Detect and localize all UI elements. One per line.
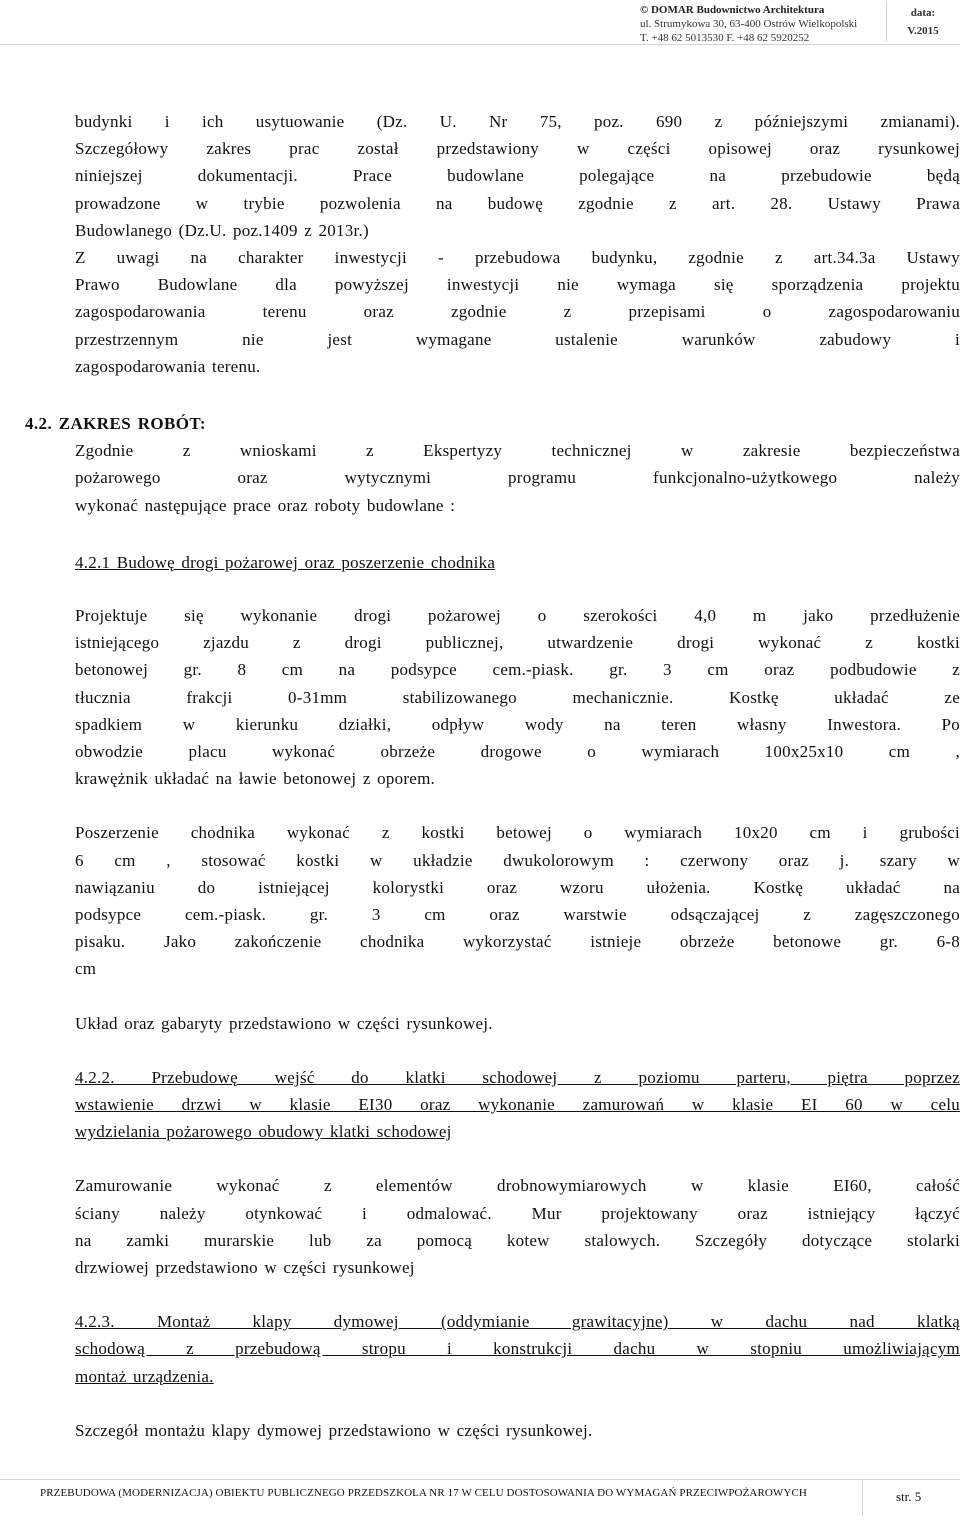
text-line: budynki i ich usytuowanie (Dz. U. Nr 75, poz. 690 z późniejszymi zmianami). [75, 112, 960, 131]
text-line: drzwiowej przedstawiono w części rysunkowej [75, 1258, 415, 1278]
heading-line: wydzielania pożarowego obudowy klatki schodowej [75, 1122, 452, 1142]
text-line: Poszerzenie chodnika wykonać z kostki betowej o wymiarach 10x20 cm i grubości [75, 823, 960, 843]
heading-line: schodową z przebudową stropu i konstrukcji dachu w stopniu umożliwiającym [75, 1339, 960, 1359]
subsection-heading-4-2-3 [75, 1308, 960, 1390]
paragraph-smoke-vent-note: Szczegół montażu klapy dymowej przedstawiono w części rysunkowej. [75, 1420, 593, 1440]
text-line: Projektuje się wykonanie drogi pożarowej o szerokości 4,0 m jako przedłużenie [75, 606, 960, 626]
header-rule [0, 44, 960, 45]
footer-title: PRZEBUDOWA (MODERNIZACJA) OBIEKTU PUBLICZNEGO PRZEDSZKOLA NR 17 W CELU DOSTOSOWANIA DO WYMAGAŃ PRZECIWPOŻAROWYCH [40, 1487, 807, 1499]
text-line: zagospodarowania terenu. [75, 356, 261, 376]
text-line: Z uwagi na charakter inwestycji - przebudowa budynku, zgodnie z art.34.3a Ustawy [75, 248, 960, 268]
footer-rule [0, 1479, 960, 1480]
subsection-heading-4-2-2 [75, 1064, 960, 1146]
text-line: krawężnik układać na ławie betonowej z oporem. [75, 769, 436, 789]
footer-divider [862, 1480, 863, 1516]
paragraph-layout-note: Układ oraz gabaryty przedstawiono w części rysunkowej. [75, 1013, 493, 1033]
text-line: Zamurowanie wykonać z elementów drobnowymiarowych w klasie EI60, całość [75, 1176, 960, 1196]
company-address: ul. Strumykowa 30, 63-400 Ostrów Wielkopolski [640, 18, 858, 30]
text-line: Zgodnie z wnioskami z Ekspertyzy technicznej w zakresie bezpieczeństwa [75, 441, 960, 461]
text-line: przestrzennym nie jest wymagane ustalenie warunków zabudowy i [75, 329, 960, 349]
text-line: Szczegółowy zakres prac został przedstawiony w części opisowej oraz rysunkowej [75, 139, 960, 159]
heading-line: 4.2.3. Montaż klapy dymowej (oddymianie grawitacyjne) w dachu nad klatką [75, 1312, 960, 1332]
text-line: nawiązaniu do istniejącej kolorystki oraz wzoru ułożenia. Kostkę układać na [75, 877, 960, 897]
text-line: tłucznia frakcji 0-31mm stabilizowanego mechanicznie. Kostkę układać ze [75, 687, 960, 707]
date-value: V.2015 [907, 25, 939, 37]
text-line: wykonać następujące prace oraz roboty budowlane : [75, 495, 456, 515]
company-phones: T. +48 62 5013530 F. +48 62 5920252 [640, 32, 810, 44]
document-body [75, 108, 960, 380]
text-line: na zamki murarskie lub za pomocą kotew stalowych. Szczegóły dotyczące stolarki [75, 1230, 960, 1250]
date-box [892, 4, 954, 40]
paragraph-sidewalk [75, 819, 960, 982]
text-line: Prawo Budowlane dla powyższej inwestycji nie wymaga się sporządzenia projektu [75, 275, 960, 295]
text-line: ściany należy otynkować i odmalować. Mur projektowany oraz istniejący łączyć [75, 1203, 960, 1223]
company-info [640, 3, 880, 45]
text-line: 6 cm , stosować kostki w układzie dwukolorowym : czerwony oraz j. szary w [75, 850, 960, 870]
text-line: obwodzie placu wykonać obrzeże drogowe o wymiarach 100x25x10 cm , [75, 742, 960, 762]
section-4-2 [25, 410, 960, 1444]
paragraph-investment-type [75, 244, 960, 380]
text-line: niniejszej dokumentacji. Prace budowlane polegające na przebudowie będą [75, 166, 960, 186]
text-line: pisaku. Jako zakończenie chodnika wykorzystać istnieje obrzeże betonowe gr. 6-8 [75, 932, 960, 952]
text-line: zagospodarowania terenu oraz zgodnie z przepisami o zagospodarowaniu [75, 302, 960, 322]
text-line: pożarowego oraz wytycznymi programu funkcjonalno-użytkowego należy [75, 468, 960, 488]
company-name: © DOMAR Budownictwo Architektura [640, 4, 825, 16]
heading-line: montaż urządzenia. [75, 1366, 214, 1386]
heading-line: wstawienie drzwi w klasie EI30 oraz wykonanie zamurowań w klasie EI 60 w celu [75, 1095, 960, 1115]
text-line: istniejącego zjazdu z drogi publicznej, utwardzenie drogi wykonać z kostki [75, 633, 960, 653]
paragraph-fire-road [75, 602, 960, 792]
text-line: podsypce cem.-piask. gr. 3 cm oraz warstwie odsączającej z zagęszczonego [75, 905, 960, 925]
paragraph-legal-basis [75, 108, 960, 244]
header-divider [886, 2, 887, 42]
heading-line: 4.2.2. Przebudowę wejść do klatki schodowej z poziomu parteru, piętra poprzez [75, 1067, 960, 1087]
page-number: str. 5 [896, 1489, 922, 1504]
text-line: spadkiem w kierunku działki, odpływ wody na teren własny Inwestora. Po [75, 714, 960, 734]
text-line: betonowej gr. 8 cm na podsypce cem.-piask. gr. 3 cm oraz podbudowie z [75, 660, 960, 680]
section-heading: 4.2. ZAKRES ROBÓT: [25, 414, 206, 433]
text-line: Budowlanego (Dz.U. poz.1409 z 2013r.) [75, 220, 369, 240]
paragraph-walling [75, 1172, 960, 1281]
subsection-heading-4-2-1: 4.2.1 Budowę drogi pożarowej oraz poszerzenie chodnika [75, 552, 496, 572]
date-label: data: [910, 7, 936, 19]
text-line: prowadzone w trybie pozwolenia na budowę zgodnie z art. 28. Ustawy Prawa [75, 193, 960, 213]
text-line: cm [75, 959, 97, 979]
